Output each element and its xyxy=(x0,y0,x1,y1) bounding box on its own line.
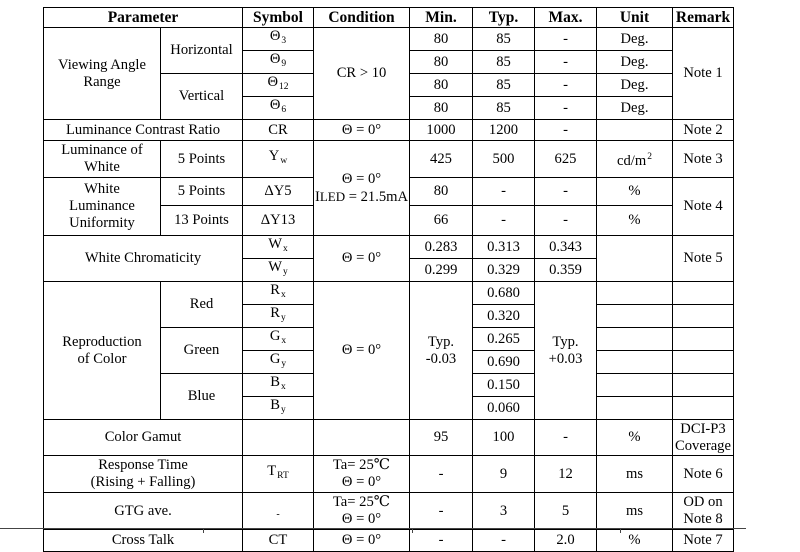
max-cell: - xyxy=(535,420,597,456)
header-row xyxy=(44,8,734,28)
max-cell: - xyxy=(535,178,597,206)
divider-tick xyxy=(412,528,413,533)
unit-cell: Deg. xyxy=(597,74,673,97)
cross-talk-param: Cross Talk xyxy=(44,530,243,552)
typ-cell: 0.150 xyxy=(473,374,535,397)
max-cell: 0.343 xyxy=(535,236,597,259)
unit-cell xyxy=(597,305,673,328)
symbol-cell: CT xyxy=(243,530,314,552)
max-cell: - xyxy=(535,97,597,120)
remark-cell: DCI-P3 Coverage xyxy=(673,420,734,456)
min-cell: 95 xyxy=(410,420,473,456)
min-cell: 80 xyxy=(410,74,473,97)
symbol-cell: $R_x$ xyxy=(243,282,314,305)
min-cell: - xyxy=(410,493,473,530)
page-divider xyxy=(0,528,746,529)
typ-cell: 9 xyxy=(473,456,535,493)
header-symbol: Symbol xyxy=(243,8,314,28)
header-max: Max. xyxy=(535,8,597,28)
vertical-label: Vertical xyxy=(161,74,243,120)
header-remark: Remark xyxy=(673,8,734,28)
typ-cell: 85 xyxy=(473,28,535,51)
typ-cell: 85 xyxy=(473,97,535,120)
color-gamut-param: Color Gamut xyxy=(44,420,243,456)
unit-cell: ms xyxy=(597,493,673,530)
condition-cell xyxy=(314,420,410,456)
unit-cell: Deg. xyxy=(597,97,673,120)
reproduction-condition: Θ = 0° xyxy=(314,282,410,420)
viewing-angle-param: Viewing Angle Range xyxy=(44,28,161,120)
points-label: 13 Points xyxy=(161,206,243,236)
min-cell: 80 xyxy=(410,97,473,120)
symbol-cell: - xyxy=(243,493,314,530)
max-cell: - xyxy=(535,28,597,51)
unit-cell: ms xyxy=(597,456,673,493)
max-cell: 5 xyxy=(535,493,597,530)
min-cell: 66 xyxy=(410,206,473,236)
horizontal-label: Horizontal xyxy=(161,28,243,74)
spec-table-frame xyxy=(43,0,789,548)
symbol-cell: $T_{RT}$ xyxy=(243,456,314,493)
max-cell: - xyxy=(535,51,597,74)
viewing-remark: Note 1 xyxy=(673,28,734,120)
max-cell: - xyxy=(535,120,597,141)
table-row xyxy=(44,420,734,456)
min-cell: - xyxy=(410,456,473,493)
max-cell: - xyxy=(535,206,597,236)
typ-cell: 0.320 xyxy=(473,305,535,328)
symbol-cell: $Y_w$ xyxy=(243,141,314,178)
remark-cell xyxy=(673,328,734,351)
table-row xyxy=(44,120,734,141)
uniformity-remark: Note 4 xyxy=(673,178,734,236)
condition-cell: Θ = 0° xyxy=(314,530,410,552)
min-cell: 80 xyxy=(410,51,473,74)
remark-cell xyxy=(673,282,734,305)
min-cell: 425 xyxy=(410,141,473,178)
typ-cell: 85 xyxy=(473,74,535,97)
max-cell: 625 xyxy=(535,141,597,178)
optical-spec-table xyxy=(43,7,734,552)
symbol-cell: $\Theta_6$ xyxy=(243,97,314,120)
green-label: Green xyxy=(161,328,243,374)
divider-tick xyxy=(620,528,621,533)
condition-cell: Ta= 25℃ Θ = 0° xyxy=(314,456,410,493)
unit-cell: % xyxy=(597,420,673,456)
typ-cell: 0.329 xyxy=(473,259,535,282)
header-typ: Typ. xyxy=(473,8,535,28)
min-cell: 80 xyxy=(410,28,473,51)
symbol-cell: $\Theta_9$ xyxy=(243,51,314,74)
typ-cell: 0.313 xyxy=(473,236,535,259)
remark-cell xyxy=(673,305,734,328)
unit-cell: $cd/m^2$ xyxy=(597,141,673,178)
table-row xyxy=(44,530,734,552)
unit-cell xyxy=(597,236,673,282)
typ-cell: 1200 xyxy=(473,120,535,141)
response-time-param: Response Time (Rising + Falling) xyxy=(44,456,243,493)
symbol-cell: $G_x$ xyxy=(243,328,314,351)
typ-cell: 0.690 xyxy=(473,351,535,374)
header-min: Min. xyxy=(410,8,473,28)
remark-cell xyxy=(673,351,734,374)
max-cell: 12 xyxy=(535,456,597,493)
blue-label: Blue xyxy=(161,374,243,420)
contrast-param: Luminance Contrast Ratio xyxy=(44,120,243,141)
table-row xyxy=(44,282,734,305)
typ-cell: 3 xyxy=(473,493,535,530)
max-cell: 0.359 xyxy=(535,259,597,282)
symbol-cell: $R_y$ xyxy=(243,305,314,328)
gtg-param: GTG ave. xyxy=(44,493,243,530)
min-cell: - xyxy=(410,530,473,552)
viewing-condition: CR > 10 xyxy=(314,28,410,120)
reproduction-param: Reproduction of Color xyxy=(44,282,161,420)
typ-cell: 100 xyxy=(473,420,535,456)
symbol-cell: ΔY13 xyxy=(243,206,314,236)
symbol-cell: $W_y$ xyxy=(243,259,314,282)
max-cell: 2.0 xyxy=(535,530,597,552)
unit-cell xyxy=(597,351,673,374)
symbol-cell xyxy=(243,420,314,456)
typ-cell: 0.680 xyxy=(473,282,535,305)
unit-cell xyxy=(597,328,673,351)
divider-tick xyxy=(203,528,204,533)
symbol-cell: $G_y$ xyxy=(243,351,314,374)
min-cell: 80 xyxy=(410,178,473,206)
remark-cell xyxy=(673,397,734,420)
remark-cell: Note 2 xyxy=(673,120,734,141)
symbol-cell: $\Theta_{12}$ xyxy=(243,74,314,97)
unit-cell: Deg. xyxy=(597,51,673,74)
points-label: 5 Points xyxy=(161,178,243,206)
reproduction-min: Typ. -0.03 xyxy=(410,282,473,420)
symbol-cell: $W_x$ xyxy=(243,236,314,259)
condition-cell: Θ = 0° xyxy=(314,120,410,141)
typ-cell: - xyxy=(473,178,535,206)
typ-cell: 85 xyxy=(473,51,535,74)
typ-cell: 500 xyxy=(473,141,535,178)
table-row xyxy=(44,28,734,51)
unit-cell xyxy=(597,120,673,141)
unit-cell xyxy=(597,374,673,397)
remark-cell: Note 3 xyxy=(673,141,734,178)
symbol-cell: CR xyxy=(243,120,314,141)
table-row xyxy=(44,493,734,530)
white-chromaticity-remark: Note 5 xyxy=(673,236,734,282)
white-chromaticity-condition: Θ = 0° xyxy=(314,236,410,282)
white-chromaticity-param: White Chromaticity xyxy=(44,236,243,282)
min-cell: 0.299 xyxy=(410,259,473,282)
min-cell: 1000 xyxy=(410,120,473,141)
luminance-condition: Θ = 0° ILED = 21.5mA xyxy=(314,141,410,236)
symbol-cell: $\Theta_3$ xyxy=(243,28,314,51)
table-row xyxy=(44,236,734,259)
reproduction-max: Typ. +0.03 xyxy=(535,282,597,420)
remark-cell: Note 6 xyxy=(673,456,734,493)
unit-cell xyxy=(597,282,673,305)
symbol-cell: $B_y$ xyxy=(243,397,314,420)
luminance-white-param: Luminance of White xyxy=(44,141,161,178)
red-label: Red xyxy=(161,282,243,328)
unit-cell: % xyxy=(597,206,673,236)
uniformity-param: White Luminance Uniformity xyxy=(44,178,161,236)
typ-cell: 0.060 xyxy=(473,397,535,420)
header-parameter: Parameter xyxy=(44,8,243,28)
max-cell: - xyxy=(535,74,597,97)
typ-cell: - xyxy=(473,530,535,552)
table-row xyxy=(44,141,734,178)
unit-cell: % xyxy=(597,178,673,206)
header-unit: Unit xyxy=(597,8,673,28)
header-condition: Condition xyxy=(314,8,410,28)
remark-cell: Note 7 xyxy=(673,530,734,552)
condition-cell: Ta= 25℃ Θ = 0° xyxy=(314,493,410,530)
unit-cell xyxy=(597,397,673,420)
min-cell: 0.283 xyxy=(410,236,473,259)
symbol-cell: $B_x$ xyxy=(243,374,314,397)
typ-cell: 0.265 xyxy=(473,328,535,351)
points-label: 5 Points xyxy=(161,141,243,178)
typ-cell: - xyxy=(473,206,535,236)
unit-cell: Deg. xyxy=(597,28,673,51)
remark-cell xyxy=(673,374,734,397)
remark-cell: OD on Note 8 xyxy=(673,493,734,530)
symbol-cell: ΔY5 xyxy=(243,178,314,206)
unit-cell: % xyxy=(597,530,673,552)
table-row xyxy=(44,456,734,493)
